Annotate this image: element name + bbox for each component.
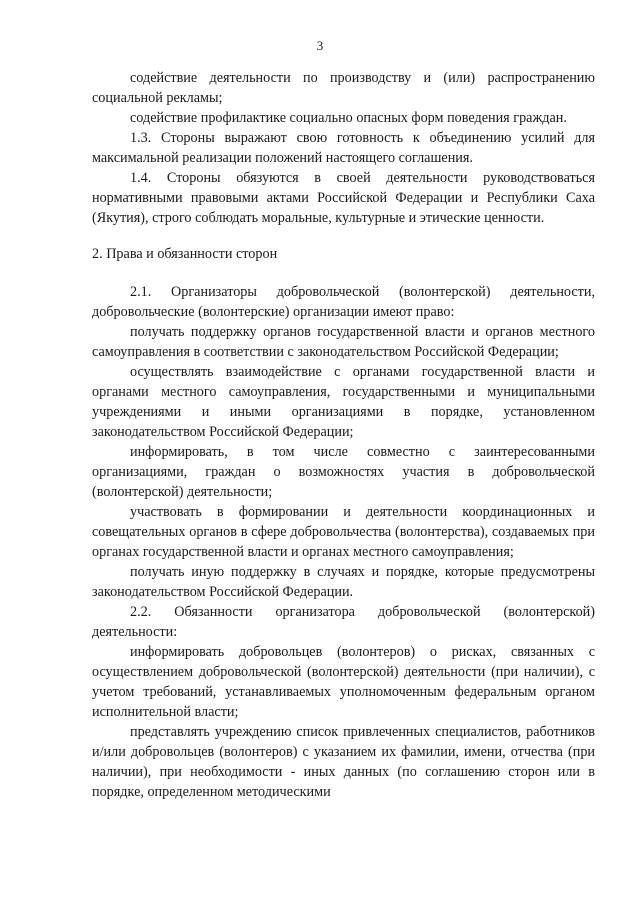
paragraph: получать поддержку органов государственной власти и органов местного самоуправления в соответствии с законодательством Российской Федерации;	[92, 324, 595, 360]
document-body	[92, 68, 595, 802]
paragraph: содействие профилактике социально опасных форм поведения граждан.	[130, 110, 567, 126]
paragraph: представлять учреждению список привлеченных специалистов, работников и/или добровольцев (волонтеров) с указанием их фамилии, имени, отчества (при наличии), при необходимости - иных данных (по соглашению сторон или в порядке, определенном методическими	[92, 724, 595, 800]
page-number: 3	[316, 38, 324, 53]
section-heading: 2. Права и обязанности сторон	[92, 246, 278, 262]
paragraph: получать иную поддержку в случаях и порядке, которые предусмотрены законодательством Российской Федерации.	[92, 564, 595, 600]
paragraph: 1.4. Стороны обязуются в своей деятельности руководствоваться нормативными правовыми актами Российской Федерации и Республики Саха (Якутия), строго соблюдать моральные, культурные и этические ценности.	[92, 170, 595, 226]
paragraph: 2.2. Обязанности организатора добровольческой (волонтерской) деятельности:	[92, 604, 595, 640]
paragraph: 2.1. Организаторы добровольческой (волонтерской) деятельности, добровольческие (волонтерские) организации имеют право:	[92, 284, 595, 320]
paragraph: информировать, в том числе совместно с заинтересованными организациями, граждан о возможностях участия в добровольческой (волонтерской) деятельности;	[92, 444, 595, 500]
paragraph: участвовать в формировании и деятельности координационных и совещательных органов в сфере добровольчества (волонтерства), создаваемых при органах государственной власти и органах местного самоуправления;	[92, 504, 595, 560]
paragraph: осуществлять взаимодействие с органами государственной власти и органами местного самоуправления, государственными и муниципальными учреждениями и иными организациями в порядке, установленном законодательством Российской Федерации;	[92, 364, 595, 440]
paragraph: содействие деятельности по производству и (или) распространению социальной рекламы;	[92, 70, 595, 106]
paragraph: 1.3. Стороны выражают свою готовность к объединению усилий для максимальной реализации положений настоящего соглашения.	[92, 130, 595, 166]
paragraph: информировать добровольцев (волонтеров) о рисках, связанных с осуществлением добровольческой (волонтерской) деятельности (при наличии), с учетом требований, устанавливаемых уполномоченным федеральным органом исполнительной власти;	[92, 644, 595, 720]
